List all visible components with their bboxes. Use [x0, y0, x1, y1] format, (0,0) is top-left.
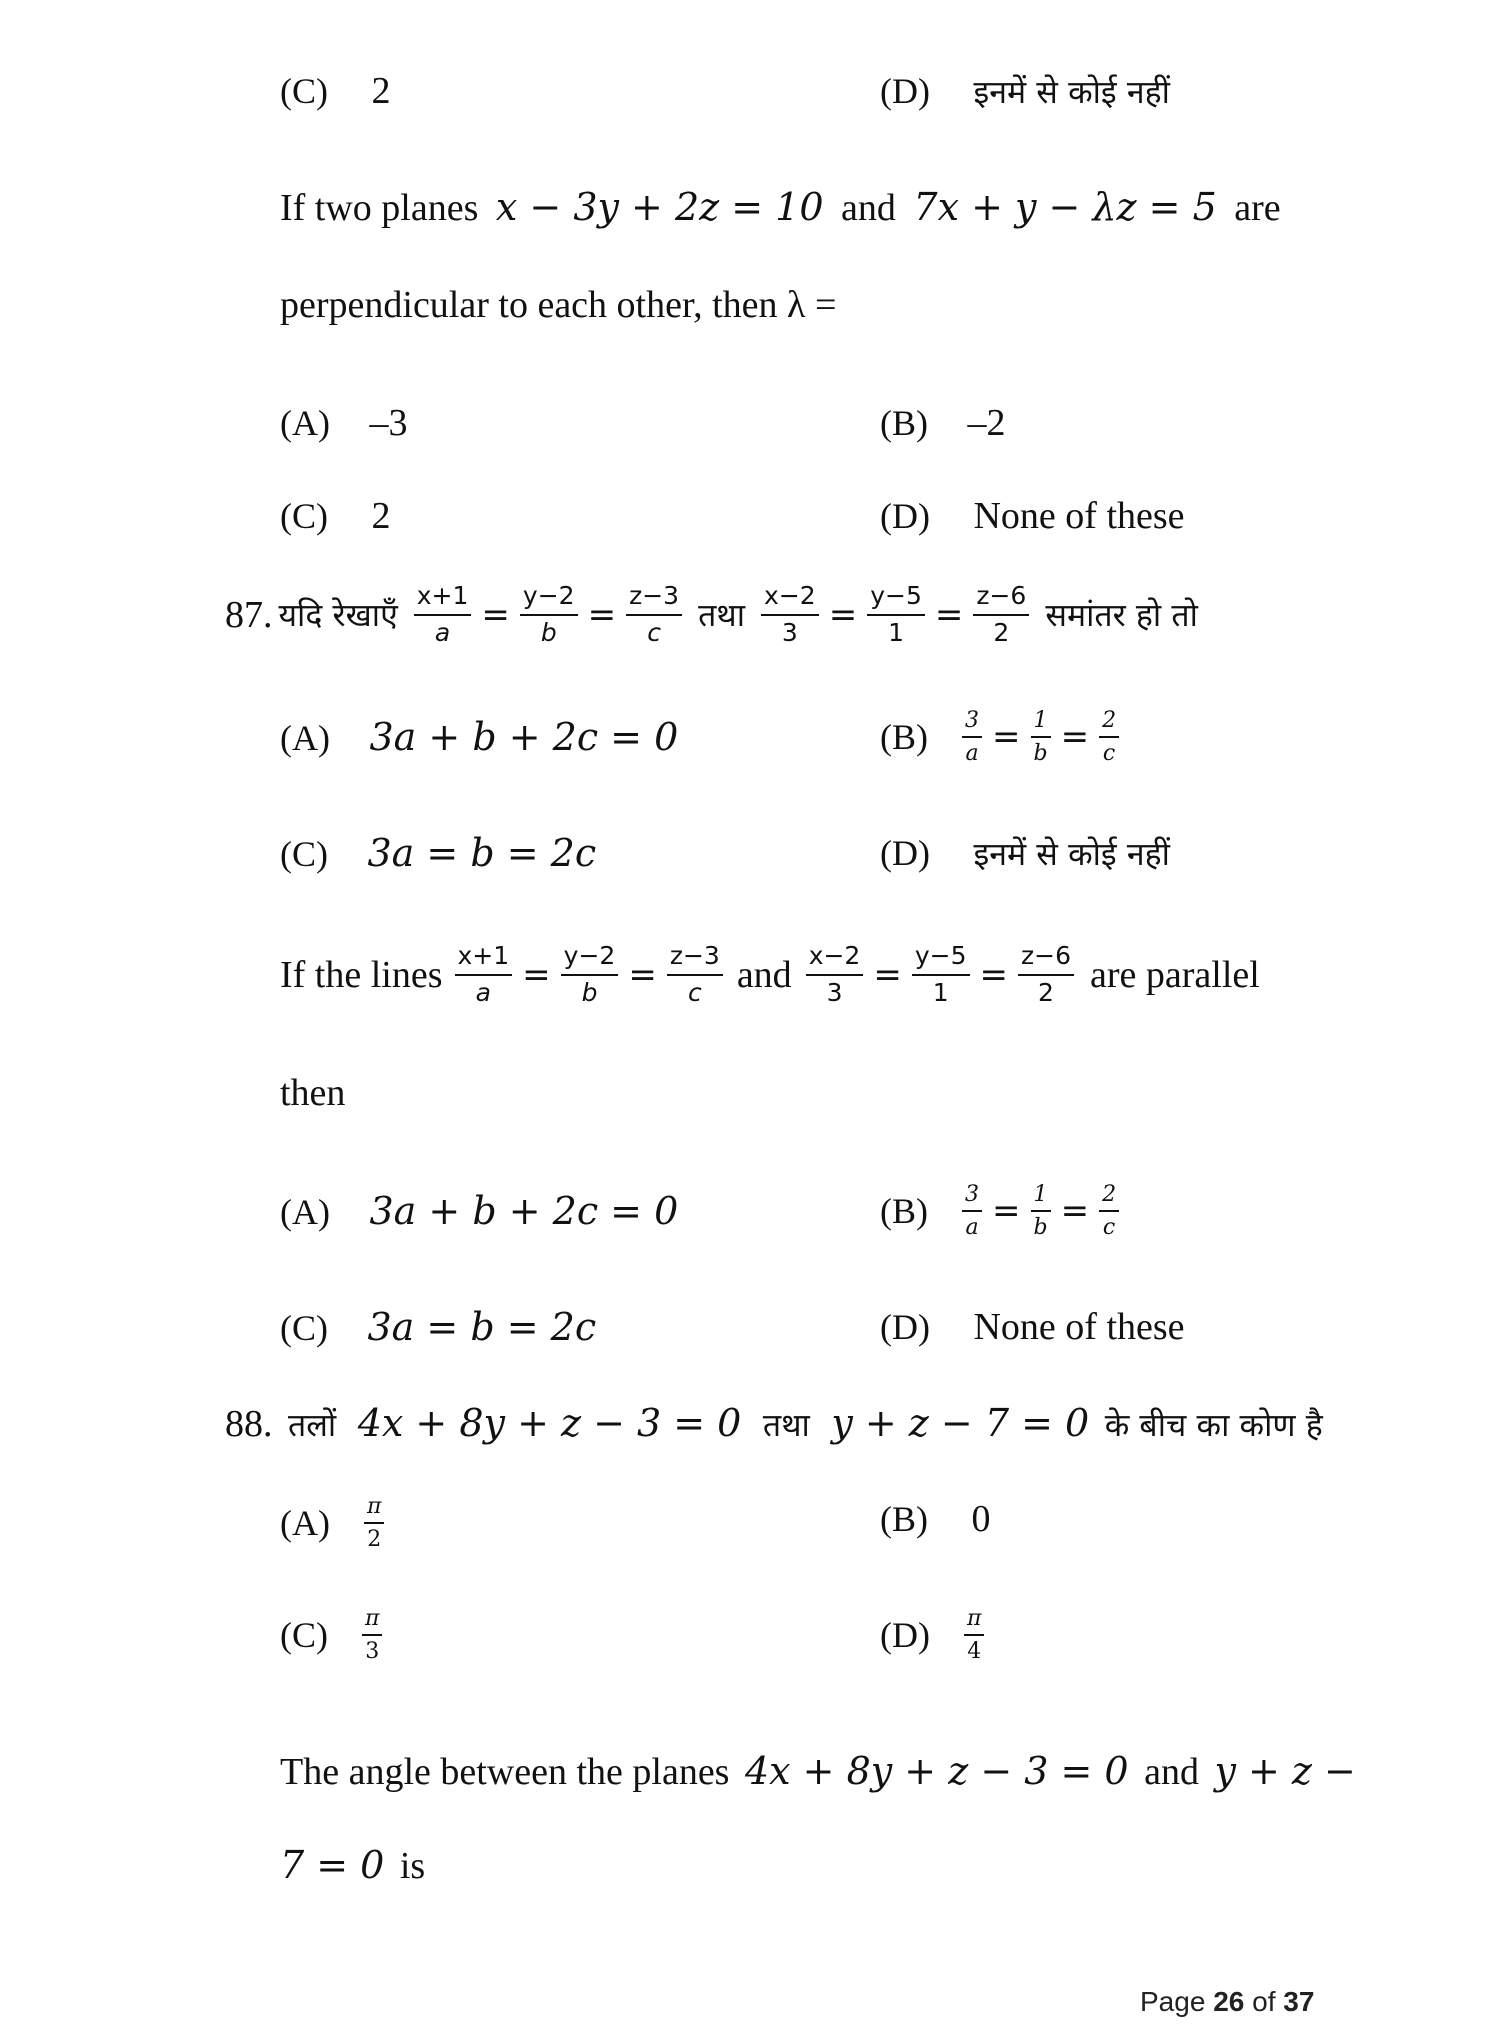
q88-en-line2: 7 = 0 is [280, 1843, 426, 1887]
q87-hi-option-d: (D) इनमें से कोई नहीं [880, 833, 1170, 873]
q88-hi-stem: 88. तलों 4x + 8y + z − 3 = 0 तथा y + z − 7 = 0 के बीच का कोण है [225, 1401, 1323, 1445]
q88-option-c: (C) $\frac{\pi}{3}$ [280, 1606, 386, 1665]
q88-option-a: (A) $\frac{\pi}{2}$ [280, 1494, 388, 1553]
q87-hi-option-c: (C) 3a = b = 2c [280, 831, 597, 875]
q87-en-line2: then [280, 1072, 346, 1114]
q88-en-line1: The angle between the planes 4x + 8y + z − 3 = 0 and y + z − [280, 1749, 1356, 1793]
frac-x-minus-2-over-3: $\frac{x-2}{3}$ [806, 942, 864, 1008]
q87-en-option-d: (D) None of these [880, 1306, 1185, 1348]
frac-y-minus-2-over-b: $\frac{y-2}{b}$ [520, 582, 578, 648]
q87-hi-stem: 87. यदि रेखाएँ $\frac{x+1}{a}$ = $\frac{y-2}{b}$ = $\frac{z-3}{c}$ तथा $\frac{x-2}{3}$ = $\frac{y-5}{1}$ = $\frac{z-6}{2}$ समांतर हो तो [225, 581, 1198, 647]
prev-option-c: (C) 2 [280, 70, 391, 112]
frac-2-over-c: $\frac{2}{c}$ [1099, 1182, 1119, 1241]
frac-z-minus-3-over-c: $\frac{z-3}{c}$ [667, 942, 723, 1008]
q86-option-c: (C) 2 [280, 495, 391, 537]
q87-en-option-b: (B) $\frac{3}{a}$ = $\frac{1}{b}$ = $\frac{2}{c}$ [880, 1182, 1123, 1241]
frac-x-plus-1-over-a: $\frac{x+1}{a}$ [414, 582, 472, 648]
frac-y-minus-2-over-b: $\frac{y-2}{b}$ [561, 942, 619, 1008]
q87-hi-option-a: (A) 3a + b + 2c = 0 [280, 715, 679, 759]
q86-en-line2: perpendicular to each other, then λ = [280, 284, 837, 326]
frac-z-minus-6-over-2: $\frac{z-6}{2}$ [973, 582, 1029, 648]
frac-z-minus-6-over-2: $\frac{z-6}{2}$ [1018, 942, 1074, 1008]
q86-en-line1: If two planes x − 3y + 2z = 10 and 7x + y − λz = 5 are [280, 185, 1281, 229]
frac-1-over-b: $\frac{1}{b}$ [1031, 708, 1051, 767]
q87-hi-option-b: (B) $\frac{3}{a}$ = $\frac{1}{b}$ = $\frac{2}{c}$ [880, 708, 1123, 767]
frac-pi-over-4: $\frac{\pi}{4}$ [964, 1606, 984, 1665]
frac-y-minus-5-over-1: $\frac{y-5}{1}$ [867, 582, 925, 648]
frac-3-over-a: $\frac{3}{a}$ [962, 708, 982, 767]
frac-x-plus-1-over-a: $\frac{x+1}{a}$ [455, 942, 513, 1008]
frac-2-over-c: $\frac{2}{c}$ [1099, 708, 1119, 767]
q86-option-d: (D) None of these [880, 495, 1185, 537]
frac-3-over-a: $\frac{3}{a}$ [962, 1182, 982, 1241]
frac-pi-over-3: $\frac{\pi}{3}$ [362, 1606, 382, 1665]
q87-en-option-c: (C) 3a = b = 2c [280, 1305, 597, 1349]
q86-option-a: (A) –3 [280, 402, 408, 444]
q86-option-b: (B) –2 [880, 402, 1006, 444]
frac-1-over-b: $\frac{1}{b}$ [1031, 1182, 1051, 1241]
q88-option-d: (D) $\frac{\pi}{4}$ [880, 1606, 988, 1665]
q88-option-b: (B) 0 [880, 1498, 991, 1540]
q87-en-stem: If the lines $\frac{x+1}{a}$ = $\frac{y-2}{b}$ = $\frac{z-3}{c}$ and $\frac{x-2}{3}$ = $\frac{y-5}{1}$ = $\frac{z-6}{2}$ are parallel [280, 941, 1260, 1007]
prev-option-d: (D) इनमें से कोई नहीं [880, 71, 1170, 111]
frac-z-minus-3-over-c: $\frac{z-3}{c}$ [626, 582, 682, 648]
frac-x-minus-2-over-3: $\frac{x-2}{3}$ [761, 582, 819, 648]
page-number: Page 26 of 37 [1140, 1986, 1315, 2017]
frac-y-minus-5-over-1: $\frac{y-5}{1}$ [912, 942, 970, 1008]
q87-en-option-a: (A) 3a + b + 2c = 0 [280, 1189, 679, 1233]
frac-pi-over-2: $\frac{\pi}{2}$ [364, 1494, 384, 1553]
